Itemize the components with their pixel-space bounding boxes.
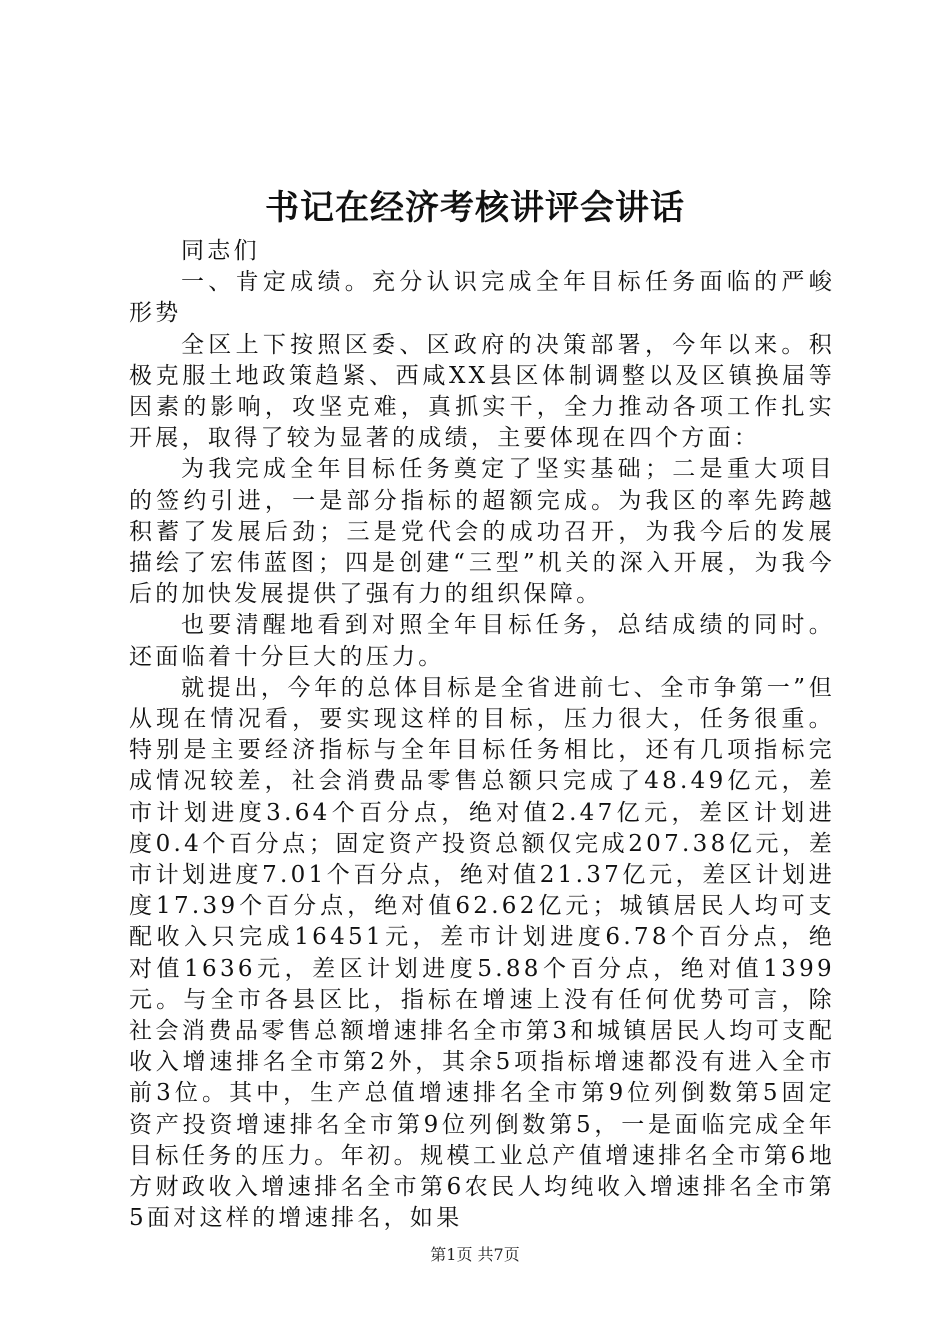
paragraph-greeting: 同志们	[181, 238, 260, 264]
paragraph: 全区上下按照区委、区政府的决策部署，今年以来。积极克服土地政策趋紧、西咸XX县区体制调整以及区镇换届等因素的影响，攻坚克难，真抓实干，全力推动各项工作扎实开展，取得了较为显著的成绩，主要体现在四个方面：	[129, 331, 835, 452]
paragraph: 也要清醒地看到对照全年目标任务，总结成绩的同时。还面临着十分巨大的压力。	[129, 612, 835, 670]
document-body	[129, 236, 835, 1235]
page-number-footer: 第1页 共7页	[430, 1245, 520, 1264]
document-title: 书记在经济考核讲评会讲话	[265, 188, 685, 228]
paragraph-section-heading: 一、肯定成绩。充分认识完成全年目标任务面临的严峻形势	[129, 269, 835, 327]
paragraph: 为我完成全年目标任务奠定了坚实基础；二是重大项目的签约引进，一是部分指标的超额完成。为我区的率先跨越积蓄了发展后劲；三是党代会的成功召开，为我今后的发展描绘了宏伟蓝图；四是创建“三型”机关的深入开展，为我今后的加快发展提供了强有力的组织保障。	[129, 456, 835, 608]
paragraph: 就提出，今年的总体目标是全省进前七、全市争第一”但从现在情况看，要实现这样的目标，压力很大，任务很重。特别是主要经济指标与全年目标任务相比，还有几项指标完成情况较差，社会消费品零售总额只完成了48.49亿元，差市计划进度3.64个百分点，绝对值2.47亿元，差区计划进度0.4个百分点；固定资产投资总额仅完成207.38亿元，差市计划进度7.01个百分点，绝对值21.37亿元，差区计划进度17.39个百分点，绝对值62.62亿元；城镇居民人均可支配收入只完成16451元，差市计划进度6.78个百分点，绝对值1636元，差区计划进度5.88个百分点，绝对值1399元。与全市各县区比，指标在增速上没有任何优势可言，除社会消费品零售总额增速排名全市第3和城镇居民人均可支配收入增速排名全市第2外，其余5项指标增速都没有进入全市前3位。其中，生产总值增速排名全市第9位列倒数第5固定资产投资增速排名全市第9位列倒数第5，一是面临完成全年目标任务的压力。年初。规模工业总产值增速排名全市第6地方财政收入增速排名全市第6农民人均纯收入增速排名全市第5面对这样的增速排名，如果	[129, 674, 835, 1232]
